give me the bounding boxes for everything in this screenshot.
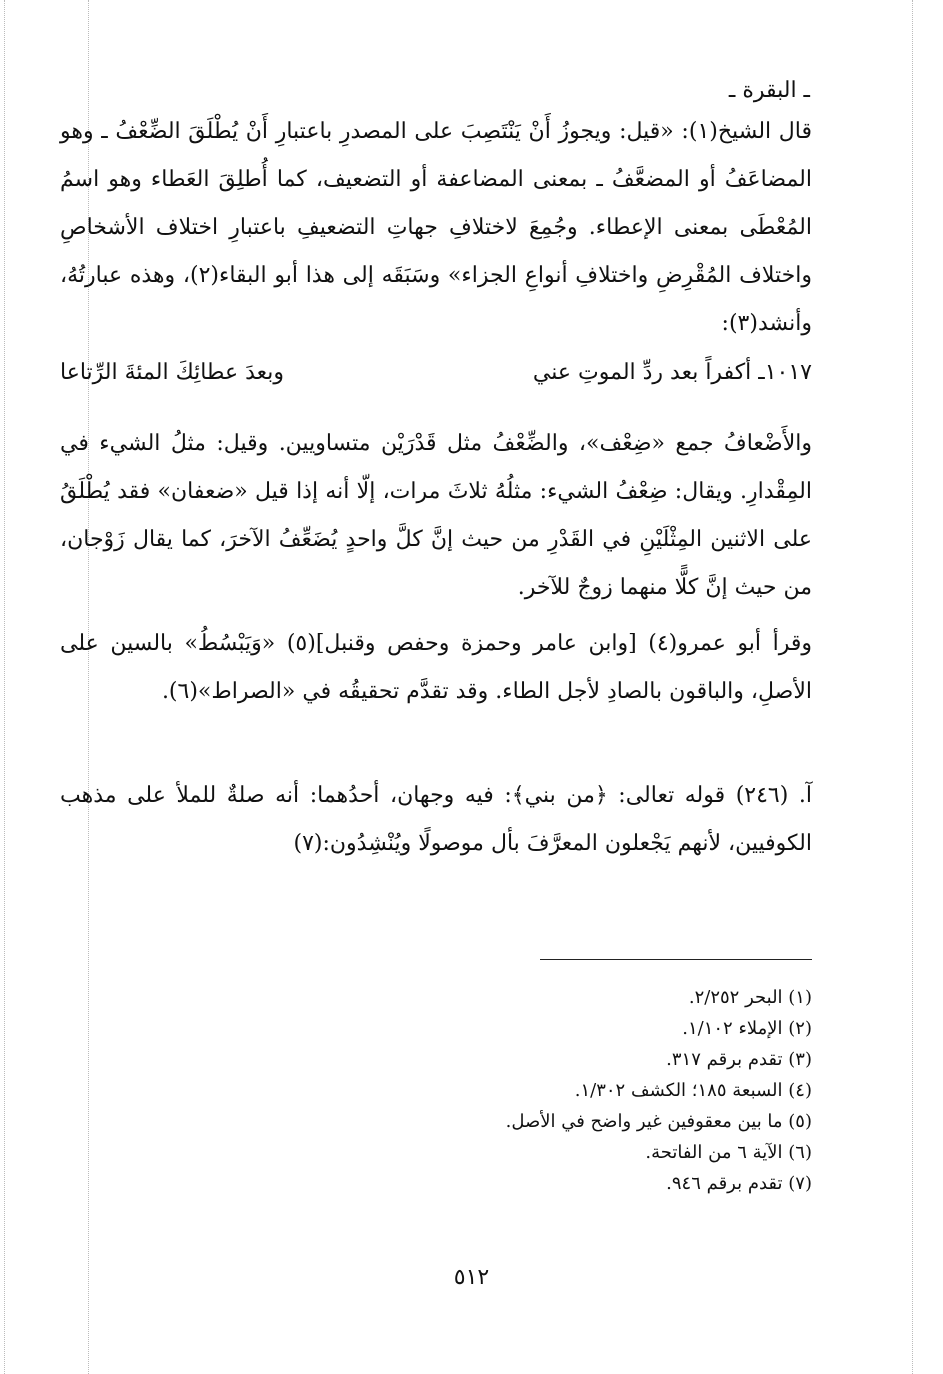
page-number: ٥١٢: [453, 1265, 490, 1290]
footnote-item: (٤) السبعة ١٨٥؛ الكشف ١/٣٠٢.: [574, 1080, 812, 1101]
body-paragraph-2: [60, 420, 812, 612]
scan-edge-left: [4, 0, 5, 1374]
poetry-verse: [60, 360, 812, 385]
verse-number: ١٠١٧ـ: [758, 360, 812, 385]
body-paragraph-3: [60, 620, 812, 716]
running-header: ـ البقرة ـ: [728, 78, 810, 103]
body-paragraph-1: [60, 108, 812, 348]
paragraph-text: وقرأ أبو عمرو(٤) [وابن عامر وحمزة وحفص وقنبل](٥) «وَيَبْسُطُ» بالسين على الأصلِ، والباقون بالصادِ لأجل الطاء. وقد تقدَّم تحقيقُه في «الصراط»(٦).: [60, 631, 812, 704]
footnote-item: (٧) تقدم برقم ٩٤٦.: [666, 1173, 812, 1194]
paragraph-text: والأَضْعافُ جمع «ضِعْف»، والضِّعْفُ مثل قَدْرَيْن متساويين. وقيل: مثلُ الشيء في المِقْدارِ. ويقال: ضِعْفُ الشيء: مثلُهُ ثلاثَ مرات، إلّا أنه إذا قيل «ضعفان» فقد يُطْلَقُ على الاثنين المِثْلَيْنِ في القَدْرِ من حيث إنَّ كلَّ واحدٍ يُضَعِّفُ الآخرَ، كما يقال زَوْجان، من حيث إنَّ كلًّا منهما زوجٌ للآخر.: [60, 431, 812, 600]
footnote-item: (٣) تقدم برقم ٣١٧.: [666, 1049, 812, 1070]
verse-first-hemistich: [533, 360, 812, 385]
paragraph-text: آ. (٢٤٦) قوله تعالى: ﴿من بني﴾: فيه وجهان، أحدُهما: أنه صلةٌ للملأ على مذهب الكوفيين، لأنهم يَجْعلون المعرَّفَ بأل موصولًا ويُنْشِدُون:(٧): [60, 783, 812, 856]
footnote-item: (٥) ما بين معقوفين غير واضح في الأصل.: [505, 1111, 812, 1132]
verse-first-text: أكفراً بعد ردِّ الموتِ عني: [532, 360, 752, 385]
footnote-item: (٦) الآية ٦ من الفاتحة.: [645, 1142, 812, 1163]
footnote-separator: [540, 959, 812, 960]
footnotes-list: [60, 982, 812, 1199]
footnote-item: (١) البحر ٢/٢٥٢.: [688, 987, 812, 1008]
verse-second-hemistich: وبعدَ عطائِكَ المئةَ الرِّتاعا: [60, 360, 285, 385]
footnote-item: (٢) الإملاء ١/١٠٢.: [682, 1018, 812, 1039]
paragraph-text: قال الشيخ(١): «قيل: ويجوزُ أَنْ يَنْتَصِبَ على المصدرِ باعتبارِ أَنْ يُطْلَقَ الضِّعْفُ ـ وهو المضاعَفُ أو المضعَّفُ ـ بمعنى المضاعفة أو التضعيف، كما أُطلِقَ العَطاء وهو اسمُ المُعْطَى بمعنى الإعطاء. وجُمِعَ لاختلافِ جهاتِ التضعيفِ باعتبارِ اختلاف الأشخاصِ واختلاف المُقْرِضِ واختلافِ أنواعِ الجزاء» وسَبَقَه إلى هذا أبو البقاء(٢)، وهذه عبارتُهُ، وأنشد(٣):: [60, 119, 812, 336]
body-paragraph-4: [60, 772, 812, 868]
scan-edge-right: [912, 0, 913, 1374]
